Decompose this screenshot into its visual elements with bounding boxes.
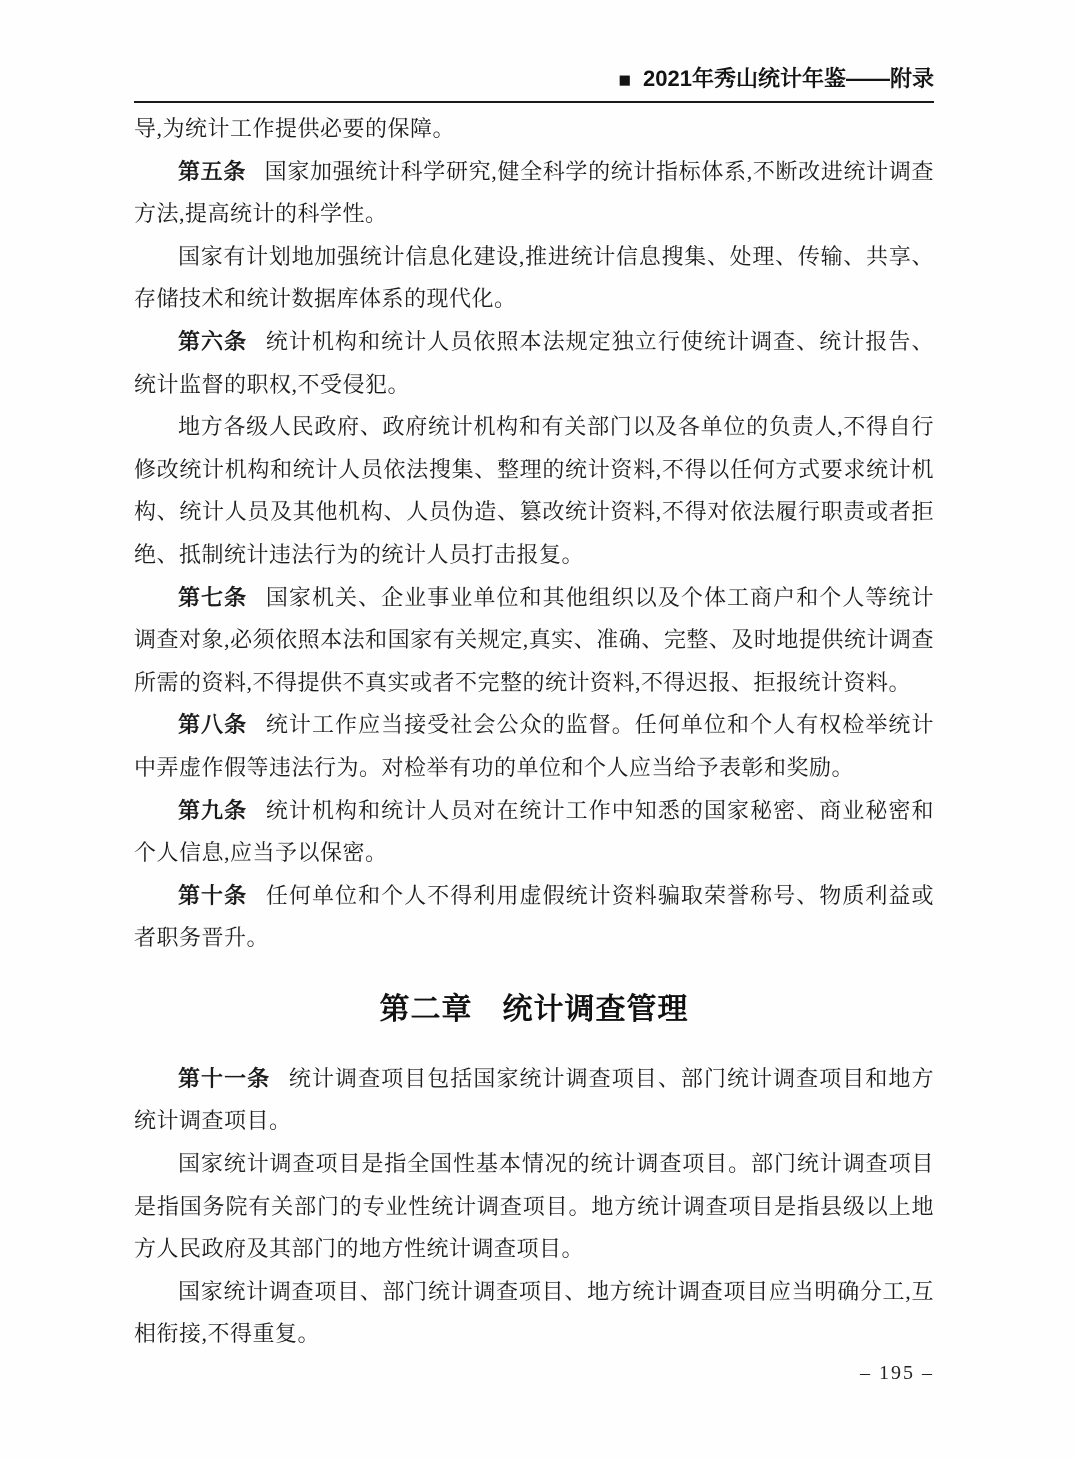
article-paragraph	[134, 875, 934, 960]
article-paragraph	[134, 1058, 934, 1143]
square-marker-icon: ■	[618, 69, 632, 92]
article-label: 第五条	[178, 158, 246, 184]
page-footer	[134, 1362, 934, 1385]
paragraph-text: 统计机构和统计人员依照本法规定独立行使统计调查、统计报告、统计监督的职权,不受侵犯。	[134, 328, 934, 397]
chapter-title: 统计调查管理	[502, 992, 689, 1026]
paragraph-text: 导,为统计工作提供必要的保障。	[134, 116, 456, 141]
article-paragraph	[134, 321, 934, 406]
chapter-number: 第二章	[379, 992, 473, 1026]
article-paragraph	[134, 577, 934, 705]
paragraph-text: 统计机构和统计人员对在统计工作中知悉的国家秘密、商业秘密和个人信息,应当予以保密。	[134, 797, 934, 866]
article-label: 第八条	[178, 712, 248, 738]
paragraph-text: 地方各级人民政府、政府统计机构和有关部门以及各单位的负责人,不得自行修改统计机构和统计人员依法搜集、整理的统计资料,不得以任何方式要求统计机构、统计人员及其他机构、人员伪造、篡改统计资料,不得对依法履行职责或者拒绝、抵制统计违法行为的统计人员打击报复。	[134, 414, 934, 567]
header-title	[134, 66, 934, 94]
article-label: 第九条	[178, 797, 248, 823]
paragraph	[134, 108, 934, 151]
paragraph-text: 国家统计调查项目是指全国性基本情况的统计调查项目。部门统计调查项目是指国务院有关部门的专业性统计调查项目。地方统计调查项目是指县级以上地方人民政府及其部门的地方性统计调查项目。	[134, 1151, 934, 1262]
paragraph	[134, 236, 934, 321]
article-paragraph	[134, 790, 934, 875]
paragraph-text: 任何单位和个人不得利用虚假统计资料骗取荣誉称号、物质利益或者职务晋升。	[134, 882, 934, 951]
paragraph	[134, 1271, 934, 1356]
article-paragraph	[134, 151, 934, 236]
page-number: – 195 –	[860, 1362, 934, 1384]
paragraph-text: 国家统计调查项目、部门统计调查项目、地方统计调查项目应当明确分工,互相衔接,不得重复。	[134, 1278, 934, 1347]
article-label: 第七条	[178, 584, 248, 610]
paragraph-text: 国家机关、企业事业单位和其他组织以及个体工商户和个人等统计调查对象,必须依照本法和国家有关规定,真实、准确、完整、及时地提供统计调查所需的资料,不得提供不真实或者不完整的统计资料,不得迟报、拒报统计资料。	[134, 584, 934, 695]
article-paragraph	[134, 704, 934, 789]
paragraph-text: 统计调查项目包括国家统计调查项目、部门统计调查项目和地方统计调查项目。	[134, 1065, 934, 1134]
header-rule	[134, 101, 934, 103]
article-label: 第六条	[178, 328, 248, 354]
header-title-text: 2021年秀山统计年鉴——附录	[643, 66, 934, 91]
paragraph-text: 统计工作应当接受社会公众的监督。任何单位和个人有权检举统计中弄虚作假等违法行为。对检举有功的单位和个人应当给予表彰和奖励。	[134, 712, 934, 780]
paragraph-text: 国家有计划地加强统计信息化建设,推进统计信息搜集、处理、传输、共享、存储技术和统计数据库体系的现代化。	[134, 243, 934, 312]
paragraph-text: 国家加强统计科学研究,健全科学的统计指标体系,不断改进统计调查方法,提高统计的科学性。	[134, 158, 934, 227]
document-body	[134, 108, 934, 1356]
paragraph	[134, 406, 934, 576]
page-header	[134, 66, 934, 103]
paragraph	[134, 1143, 934, 1271]
article-label: 第十条	[178, 882, 248, 908]
chapter-heading	[134, 988, 934, 1032]
article-label: 第十一条	[178, 1065, 271, 1091]
